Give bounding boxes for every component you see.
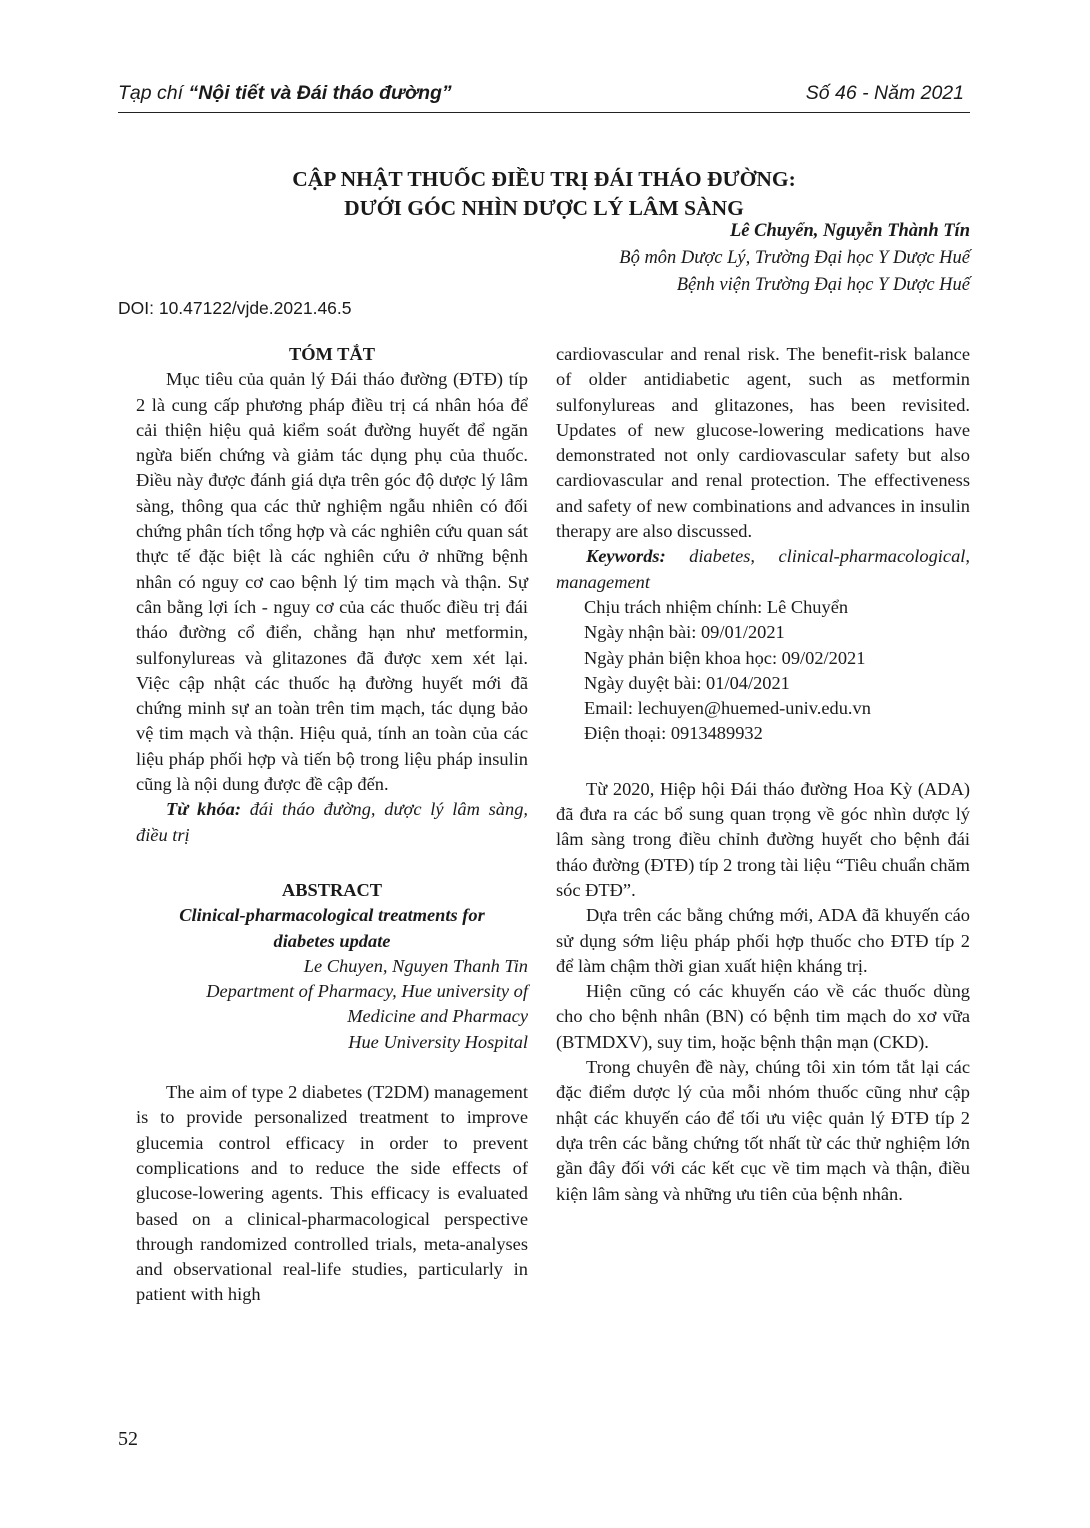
journal-prefix: Tạp chí (118, 82, 189, 104)
date-reviewed: Ngày phản biện khoa học: 09/02/2021 (584, 647, 866, 668)
right-column (556, 342, 970, 1207)
en-affiliation-2: Hue University Hospital (348, 1031, 528, 1052)
en-affiliation-1b: Medicine and Pharmacy (347, 1006, 528, 1027)
author-block (619, 218, 970, 299)
affiliation-2: Bệnh viện Trường Đại học Y Dược Huế (676, 275, 970, 295)
spacer (556, 747, 970, 777)
contact-email: Email: lechuyen@huemed-univ.edu.vn (584, 698, 871, 719)
intro-paragraph-1: Từ 2020, Hiệp hội Đái tháo đường Hoa Kỳ (ADA) đã đưa ra các bổ sung quan trọng về góc nhìn dược lý lâm sàng trong điều chỉnh đường huyết cho bệnh đái tháo đường (ĐTĐ) típ 2 trong tài liệu “Tiêu chuẩn chăm sóc ĐTĐ”. (556, 778, 970, 900)
spacer (136, 848, 528, 878)
en-title-line-1: Clinical-pharmacological treatments for (179, 905, 485, 926)
en-authors: Le Chuyen, Nguyen Thanh Tin (303, 955, 528, 976)
en-abstract-body-left: The aim of type 2 diabetes (T2DM) management is to provide personalized treatment to improve glucemia control efficacy in order to prevent complications and to reduce the side effects of glucose-lowering agents. This efficacy is evaluated based on a clinical-pharmacological perspective through randomized controlled trials, meta-analyses and observational real-life studies, particularly in patient with high (136, 1082, 528, 1305)
journal-title (118, 82, 452, 105)
correspondence-responsible: Chịu trách nhiệm chính: Lê Chuyển (584, 596, 849, 617)
intro-paragraph-2: Dựa trên các bằng chứng mới, ADA đã khuyến cáo sử dụng sớm liệu pháp phối hợp thuốc cho ĐTĐ típ 2 để làm chậm thời gian xuất hiện kháng trị. (556, 905, 970, 976)
vn-keywords-text: đái tháo đường, dược lý lâm sàng, điều trị (136, 799, 528, 845)
author-names: Lê Chuyển, Nguyễn Thành Tín (729, 221, 970, 241)
left-column (136, 342, 528, 1308)
en-title-line-2: diabetes update (273, 930, 391, 951)
intro-paragraph-4: Trong chuyên đề này, chúng tôi xin tóm tắt lại các đặc điểm dược lý của mỗi nhóm thuốc cũng như cập nhật các khuyến cáo để tối ưu việc quản lý ĐTĐ típ 2 dựa trên các bằng chứng tốt nhất từ các thử nghiệm lớn gần đây đối với các kết cục về tim mạch và thận, điều kiện lâm sàng và những ưu tiên của bệnh nhân. (556, 1057, 970, 1204)
date-received: Ngày nhận bài: 09/01/2021 (584, 622, 785, 643)
journal-name: “Nội tiết và Đái tháo đường” (188, 82, 452, 104)
en-abstract-body-right: cardiovascular and renal risk. The benefit-risk balance of older antidiabetic agent, such as metformin sulfonylureas and glitazones, has been revisited. Updates of new glucose-lowering medications have demonstrated not only cardiovascular safety but also cardiovascular and renal protection. The effectiveness and safety of new combinations and advances in insulin therapy are also discussed. (556, 344, 970, 542)
en-abstract-heading: ABSTRACT (281, 879, 383, 900)
vn-abstract-body: Mục tiêu của quản lý Đái tháo đường (ĐTĐ) típ 2 là cung cấp phương pháp điều trị cá nhân hóa để cải thiện hiệu quả kiểm soát đường huyết để ngăn ngừa biến chứng và giảm tác dụng phụ của thuốc. Điều này được đánh giá dựa trên góc độ dược lý lâm sàng, thông qua các thử nghiệm ngẫu nhiên có đối chứng phân tích tổng hợp và các nghiên cứu quan sát thực tế đặc biệt là các nghiên cứu ở những bệnh nhân có nguy cơ cao bệnh lý tim mạch và thận. Sự cân bằng lợi ích - nguy cơ của các thuốc điều trị đái tháo đường cổ điển, chẳng hạn như metformin, sulfonylureas và glitazones đã được xem xét lại. Việc cập nhật các thuốc hạ đường huyết mới đã chứng minh sự an toàn trên tim mạch, tác dụng bảo vệ tim mạch và thận. Hiệu quả, tính an toàn của các liệu pháp phối hợp và tiến bộ trong liệu pháp insulin cũng là nội dung được đề cập đến. (136, 369, 528, 795)
en-affiliation-1a: Department of Pharmacy, Hue university of (206, 981, 528, 1002)
affiliation-1: Bộ môn Dược Lý, Trường Đại học Y Dược Huế (619, 248, 970, 268)
vn-keywords (136, 797, 528, 848)
en-keywords-label: Keywords: (586, 546, 666, 567)
contact-phone: Điện thoại: 0913489932 (584, 723, 763, 744)
running-header (118, 78, 970, 113)
spacer (136, 1055, 528, 1080)
en-keywords (556, 544, 970, 595)
date-accepted: Ngày duyệt bài: 01/04/2021 (584, 672, 790, 693)
issue-label: Số 46 - Năm 2021 (805, 82, 964, 104)
title-line-2: DƯỚI GÓC NHÌN DƯỢC LÝ LÂM SÀNG (344, 196, 744, 220)
page-number: 52 (118, 1428, 138, 1450)
intro-paragraph-3: Hiện cũng có các khuyến cáo về các thuốc dùng cho cho bệnh nhân (BN) có bệnh tim mạch do xơ vữa (BTMDXV), suy tim, hoặc bệnh thận mạn (CKD). (556, 981, 970, 1052)
article-title (118, 165, 970, 223)
vn-abstract-heading: TÓM TẮT (288, 344, 375, 364)
title-line-1: CẬP NHẬT THUỐC ĐIỀU TRỊ ĐÁI THÁO ĐƯỜNG: (292, 167, 796, 191)
en-keywords-text: diabetes, clinical-pharmacological, management (556, 546, 970, 592)
vn-keywords-label: Từ khóa: (166, 799, 241, 820)
doi: DOI: 10.47122/vjde.2021.46.5 (118, 298, 352, 318)
